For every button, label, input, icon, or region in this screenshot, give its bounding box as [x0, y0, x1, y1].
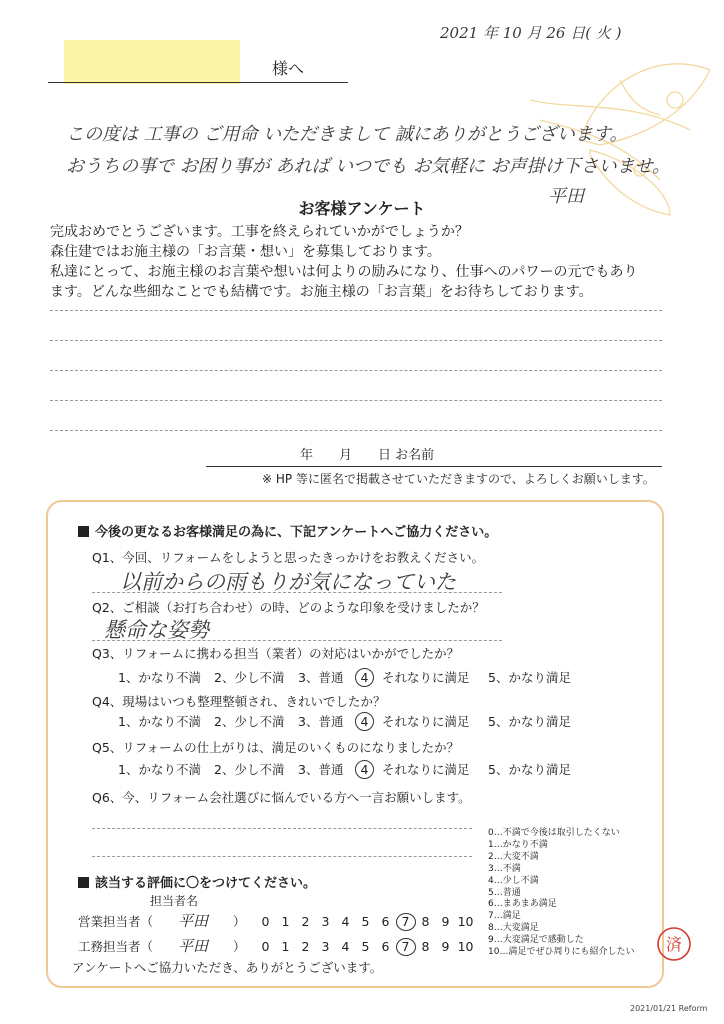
- name-underline: [206, 466, 662, 467]
- selected-option-4[interactable]: 4: [355, 712, 374, 731]
- question-1: Q1、今回、リフォームをしようと思ったきっかけをお教えください。: [92, 550, 485, 565]
- answer-line: [50, 430, 662, 431]
- rating-number-0[interactable]: 0: [261, 939, 270, 954]
- svg-text:済: 済: [665, 935, 683, 954]
- question-2: Q2、ご相談（お打ち合わせ）の時、どのような印象を受けましたか？: [92, 600, 485, 615]
- rating-number-3[interactable]: 3: [321, 914, 330, 929]
- question-6: Q6、今、リフォーム会社選びに悩んでいる方へ一言お願いします。: [92, 790, 471, 805]
- rating-number-7[interactable]: 7: [396, 938, 416, 956]
- questionnaire-heading: 今後の更なるお客様満足の為に、下記アンケートへご協力ください。: [78, 521, 497, 540]
- answer-line: [50, 310, 662, 311]
- intro-line: ます。どんな些細なことでも結構です。お施主様の「お言葉」をお待ちしております。: [50, 284, 593, 300]
- selected-option-4[interactable]: 4: [355, 760, 374, 779]
- answer-line: [50, 370, 662, 371]
- thanks-message: アンケートへご協力いただき、ありがとうございます。: [72, 960, 383, 975]
- person-name-label: 担当者名: [150, 894, 199, 908]
- intro-line: 森住建ではお施主様の「お言葉・想い」を募集しております。: [50, 244, 441, 260]
- answer-line: [92, 856, 472, 857]
- rating-heading: 該当する評価に〇をつけてください。: [78, 872, 316, 891]
- rating-number-2[interactable]: 2: [301, 914, 310, 929]
- recipient-suffix: 様へ: [272, 59, 305, 78]
- rating-number-6[interactable]: 6: [381, 914, 390, 929]
- rating-number-6[interactable]: 6: [381, 939, 390, 954]
- answer-1: 以前からの雨もりが気になっていた: [120, 570, 456, 594]
- recipient-name-highlight: [64, 40, 240, 84]
- answer-line: [92, 592, 502, 593]
- message-line-2: おうちの事で お困り事が あれば いつでも お気軽に お声掛け下さいませ。: [66, 156, 671, 177]
- answer-line: [92, 640, 502, 641]
- intro-line: 完成おめでとうございます。工事を終えられていかがでしょうか？: [50, 224, 469, 240]
- answer-2: 懸命な姿勢: [104, 618, 209, 642]
- message-line-1: この度は 工事の ご用命 いただきまして 誠にありがとうございます。: [66, 124, 628, 145]
- rating-number-10[interactable]: 10: [457, 939, 474, 954]
- question-4: Q4、現場はいつも整理整頓され、きれいでしたか？: [92, 694, 386, 709]
- signature: 平田: [548, 186, 584, 207]
- form-version: 2021/01/21 Reform: [630, 1004, 708, 1013]
- square-bullet-icon: [78, 877, 89, 888]
- rating-scale-legend: 0…不満で今後は取引したくない 1…かなり不満 2…大変不満 3…不満 4…少し不満 5…普通 6…まあまあ満足 7…満足 8…大変満足 9…大変満足で感動した 10…満足でぜひ周りにも紹介したい: [488, 828, 635, 958]
- works-person-name: 平田: [178, 937, 209, 955]
- rating-number-4[interactable]: 4: [341, 939, 350, 954]
- survey-title: お客様アンケート: [298, 199, 426, 218]
- hp-note: ※ HP 等に匿名で掲載させていただきますので、よろしくお願いします。: [262, 472, 655, 486]
- options-q5: 1、かなり不満 2、少し不満 3、普通 4 それなりに満足 5、かなり満足: [118, 762, 571, 777]
- answer-line: [50, 400, 662, 401]
- rating-number-7[interactable]: 7: [396, 913, 416, 931]
- date-name-label: 年 月 日 お名前: [300, 448, 435, 463]
- date: 2021 年 10 月 26 日( 火 ): [440, 24, 622, 42]
- sales-person-name: 平田: [178, 912, 209, 930]
- survey-intro: [50, 222, 680, 302]
- rating-number-8[interactable]: 8: [421, 939, 430, 954]
- works-rating-row: 工務担当者（ 平田 ） 0 1 2 3 4 5 6 7 8 9 10: [78, 935, 476, 956]
- rating-number-0[interactable]: 0: [261, 914, 270, 929]
- sales-rating-row: 営業担当者（ 平田 ） 0 1 2 3 4 5 6 7 8 9 10: [78, 910, 476, 931]
- rating-number-8[interactable]: 8: [421, 914, 430, 929]
- answer-line: [50, 340, 662, 341]
- selected-option-4[interactable]: 4: [355, 668, 374, 687]
- intro-line: 私達にとって、お施主様のお言葉や想いは何よりの励みになり、仕事へのパワーの元でもあり: [50, 264, 638, 280]
- received-stamp-icon: [654, 924, 694, 964]
- square-bullet-icon: [78, 526, 89, 537]
- rating-number-2[interactable]: 2: [301, 939, 310, 954]
- question-5: Q5、リフォームの仕上がりは、満足のいくものになりましたか？: [92, 740, 460, 755]
- rating-number-4[interactable]: 4: [341, 914, 350, 929]
- options-q3: 1、かなり不満 2、少し不満 3、普通 4 それなりに満足 5、かなり満足: [118, 670, 571, 685]
- answer-line: [92, 828, 472, 829]
- rating-number-5[interactable]: 5: [361, 939, 370, 954]
- rating-number-1[interactable]: 1: [281, 939, 290, 954]
- rating-number-9[interactable]: 9: [441, 914, 450, 929]
- recipient-underline: [48, 82, 348, 83]
- rating-number-1[interactable]: 1: [281, 914, 290, 929]
- rating-number-10[interactable]: 10: [457, 914, 474, 929]
- rating-number-3[interactable]: 3: [321, 939, 330, 954]
- rating-number-9[interactable]: 9: [441, 939, 450, 954]
- options-q4: 1、かなり不満 2、少し不満 3、普通 4 それなりに満足 5、かなり満足: [118, 714, 571, 729]
- rating-number-5[interactable]: 5: [361, 914, 370, 929]
- question-3: Q3、リフォームに携わる担当（業者）の対応はいかがでしたか？: [92, 646, 460, 661]
